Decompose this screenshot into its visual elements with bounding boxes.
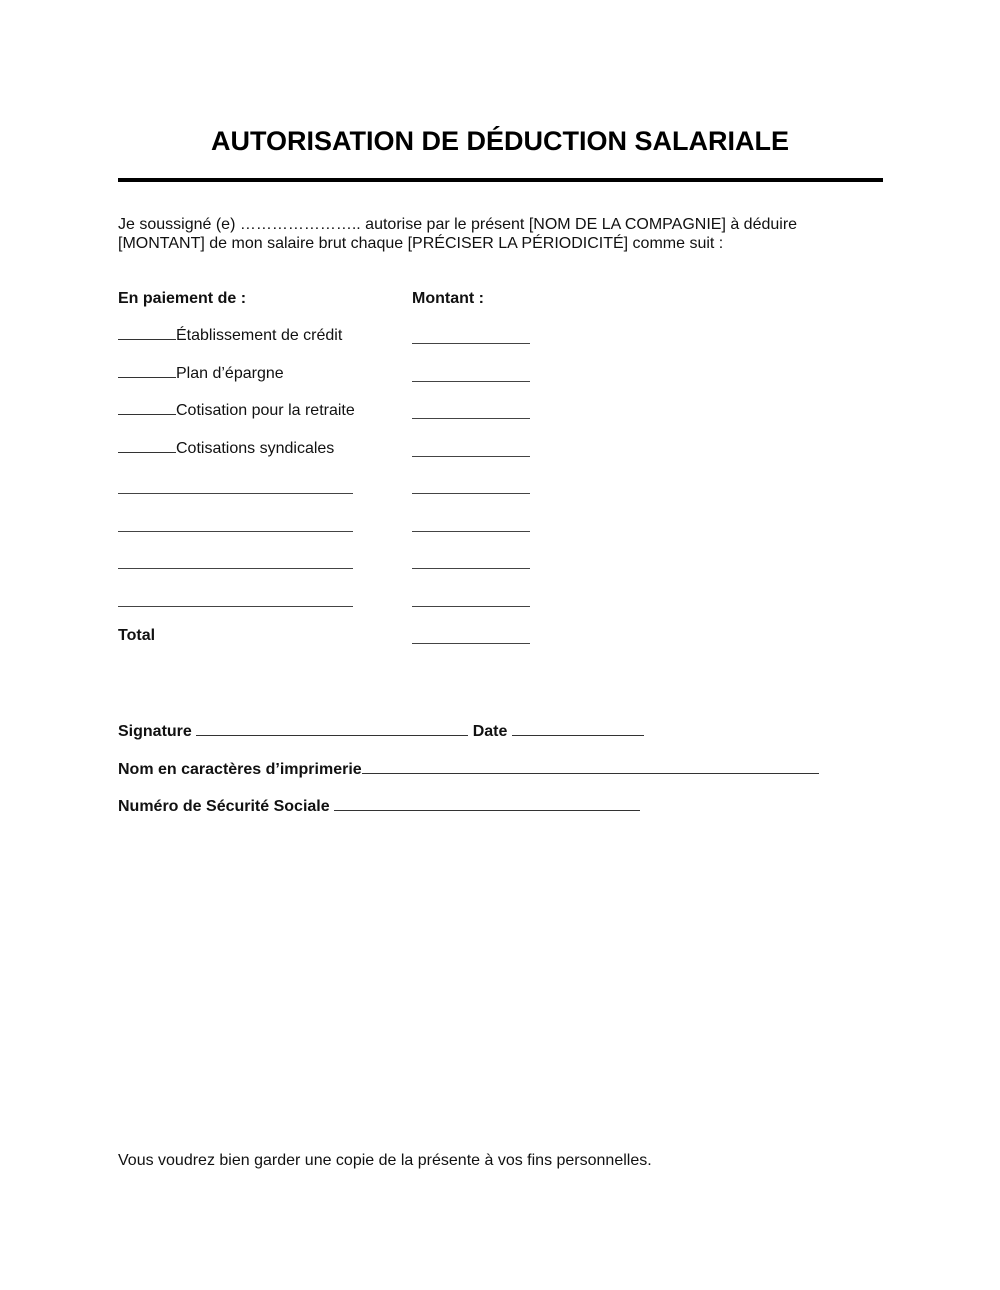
check-blank[interactable] <box>118 327 176 340</box>
deduction-label: Établissement de crédit <box>176 327 343 344</box>
deduction-row-retirement <box>118 402 355 422</box>
total-label: Total <box>118 627 156 644</box>
amount-column-header: Montant : <box>412 290 484 307</box>
amount-blank[interactable] <box>412 381 530 382</box>
document-title: AUTORISATION DE DÉDUCTION SALARIALE <box>210 126 789 156</box>
intro-line-1: Je soussigné (e) ………………….. autorise par le présent [NOM DE LA COMPAGNIE] à déduire <box>118 216 798 233</box>
signature-row <box>118 721 644 741</box>
check-blank[interactable] <box>118 365 176 378</box>
intro-paragraph <box>118 215 878 253</box>
printed-name-field[interactable] <box>362 759 819 774</box>
payment-column-header: En paiement de : <box>118 290 247 307</box>
ssn-row <box>118 796 640 816</box>
deduction-label: Cotisations syndicales <box>176 440 335 457</box>
amount-blank[interactable] <box>412 606 530 607</box>
amount-blank[interactable] <box>412 568 530 569</box>
other-deduction-blank[interactable] <box>118 606 353 607</box>
total-amount-blank[interactable] <box>412 643 530 644</box>
date-field[interactable] <box>512 721 644 736</box>
signature-label: Signature <box>118 723 192 740</box>
intro-line-2: [MONTANT] de mon salaire brut chaque [PRÉCISER LA PÉRIODICITÉ] comme suit : <box>118 235 724 252</box>
check-blank[interactable] <box>118 402 176 415</box>
amount-blank[interactable] <box>412 493 530 494</box>
other-deduction-blank[interactable] <box>118 531 353 532</box>
deduction-label: Plan d’épargne <box>176 365 284 382</box>
amount-blank[interactable] <box>412 456 530 457</box>
footer-note: Vous voudrez bien garder une copie de la présente à vos fins personnelles. <box>118 1152 652 1169</box>
date-label: Date <box>472 723 508 740</box>
printed-name-label: Nom en caractères d’imprimerie <box>118 761 362 778</box>
amount-blank[interactable] <box>412 531 530 532</box>
ssn-field[interactable] <box>334 796 640 811</box>
title-divider <box>118 178 883 182</box>
other-deduction-blank[interactable] <box>118 568 353 569</box>
amount-blank[interactable] <box>412 343 530 344</box>
signature-field[interactable] <box>196 721 468 736</box>
deduction-row-savings <box>118 365 284 385</box>
printed-name-row <box>118 759 819 779</box>
deduction-row-credit <box>118 327 342 347</box>
other-deduction-blank[interactable] <box>118 493 353 494</box>
deduction-row-union <box>118 440 334 460</box>
check-blank[interactable] <box>118 440 176 453</box>
ssn-label: Numéro de Sécurité Sociale <box>118 798 330 815</box>
amount-blank[interactable] <box>412 418 530 419</box>
deduction-label: Cotisation pour la retraite <box>176 402 355 419</box>
